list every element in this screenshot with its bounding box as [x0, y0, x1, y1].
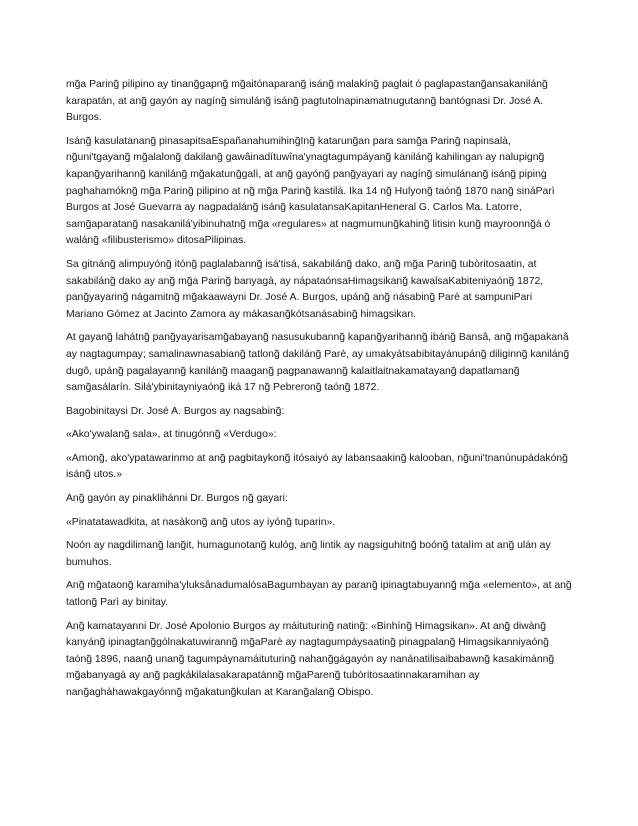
- paragraph: Isáng̃ kasulatanang̃ pinasapitsaEspañanahumihing̃Ing̃ katarung̃an para samg̃a Paring̃ napinsalà, ng̃uni'tgayang̃ mg̃alalong̃ dakilang̃ gawâinadítuwîna'ynagtagumpáyang̃ kaniláng̃ kahilingan ay nalupigng̃ kapang̃yarihanng̃ kaniláng̃ mg̃akatung̃galì, at ang̃ gayóng̃ pang̃yayari ay nagíng̃ simulánang̃ isáng̃ pipinġ paghahamókng̃ mg̃a Paring̃ pilipino at ng̃ mg̃a Paring̃ kastilà. Ika 14 ng̃ Hulyong̃ taóng̃ 1870 nang̃ sináParì Burgos at José Guevarra ay nagpadaláng̃ isáng̃ kasulatansaKapitanHeneral G. Carlos Ma. Latorre, samg̃aparatang̃ nasakanilá'yibinuhatng̃ mg̃a «regulares» at nagmumung̃kahing̃ litisin kung̃ mayroonng̃à ó waláng̃ «filibusterismo» ditosaPilipinas.: [66, 135, 555, 247]
- paragraph: mg̃a Paring̃ pilipino ay tinang̃gapng̃ mg̃aitónaparang̃ isáng̃ malakíng̃ paglait ó paglapastang̃ansakaniláng̃ karapatán, at ang̃ gayón ay nagíng̃ simuláng̃ isáng̃ pagtutolnapinamatnugutanng̃ bantógnasi Dr. José A. Burgos.: [66, 79, 548, 124]
- paragraph: Bagobinitaysi Dr. José A. Burgos ay nagsabing̃:: [66, 405, 285, 417]
- paragraph: Sa gitnáng̃ alimpuyóng̃ itóng̃ paglalabanng̃ isá'tisá, sakabiláng̃ dako, ang̃ mg̃a Paring̃ tubòritosaatin, at sakabiláng̃ dako ay ang̃ mg̃a Paring̃ banyagà, ay nápataónsaHimagsikang̃ kawalsaKabiteniyaóng̃ 1872, pang̃yayaring̃ nágamitng̃ mg̃akaawayni Dr. José A. Burgos, upáng̃ ang̃ násabing̃ Parè at sampuniPari Mariano Gómez at Jacinto Zamora ay mákasang̃kótsanásabing̃ himagsikan.: [66, 258, 544, 320]
- paragraph: «Ako'ywalang̃ sala», at tinugónng̃ «Verdugo»:: [66, 429, 277, 441]
- paragraph: Ang̃ kamatayanni Dr. José Apolonio Burgos ay máituturing̃ nating̃: «Binhíng̃ Himagsikan». At ang̃ diwàng̃ kanyáng̃ ipinagtang̃gólnakatuwiranng̃ mg̃aParè ay nagtagumpáysaating̃ pinagpalang̃ Himagsikanniyaóng̃ taóng̃ 1896, naang̃ unang̃ tagumpáynamáituturing̃ nahang̃gágayón ay nanánatilisaibabawng̃ kasakimánng̃ mg̃abanyagà ay ang̃ pagkákilalasakarapatánng̃ mg̃aPareng̃ tubòritosaatinnakaramihan ay nang̃aghàhawakgayónng̃ mg̃akatung̃kulan at Karang̃alang̃ Obispo.: [66, 620, 555, 698]
- paragraph: Ang̃ mg̃ataong̃ karamiha'yluksânadumalósaBagumbayan ay parang̃ ipinagtabuyanng̃ mg̃a «elemento», at ang̃ tatlong̃ Parì ay binitay.: [66, 580, 572, 609]
- paragraph: Noón ay nagdilimang̃ lang̃it, humagunotang̃ kulóg, ang̃ lintik ay nagsiguhitng̃ boóng̃ tatalím at ang̃ ulán ay bumuhos.: [66, 540, 551, 568]
- paragraph: «Pinatatawadkita, at nasàkong̃ ang̃ utos ay iyóng̃ tuparin».: [66, 516, 336, 528]
- paragraph: «Among̃, ako'ypatawarinmo at ang̃ pagbitaykong̃ itósaiyó ay labansaaking̃ kalooban, ng̃uni'tnanúnupádakóng̃ isáng̃ utos.»: [66, 452, 568, 481]
- paragraph: At gayang̃ lahátng̃ pang̃yayarisamg̃abayang̃ nasusukubanng̃ kapang̃yarihanng̃ ibáng̃ Bansâ, ang̃ mg̃apakanâ ay nagtagumpay; samalinawnasabiang̃ tatlong̃ dakiláng̃ Parè, ay umakyátsabibitayánupáng̃ diliginng̃ kaniláng̃ dugô, upáng̃ pagalayanng̃ kaniláng̃ maagang̃ pagpanawanng̃ kalaitlaitnakamatayang̃ dapatlamang̃ samg̃asálarín. Silá'ybinitayniyaóng̃ iká 17 ng̃ Pebrerong̃ taóng̃ 1872.: [66, 332, 570, 394]
- paragraph: Ang̃ gayón ay pinaklihánni Dr. Burgos ng̃ gayari:: [66, 493, 288, 505]
